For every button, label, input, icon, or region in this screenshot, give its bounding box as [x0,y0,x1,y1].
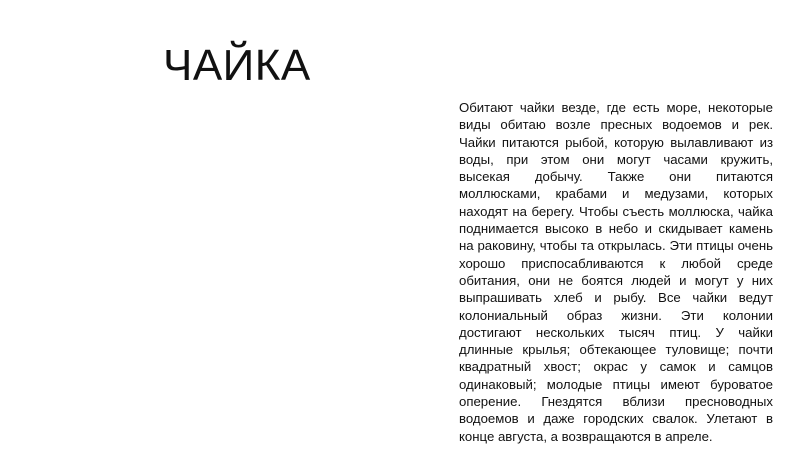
slide-title: ЧАЙКА [163,41,311,90]
slide-body-text: Обитают чайки везде, где есть море, некоторые виды обитаю возле пресных водоемов и рек. Чайки питаются рыбой, которую вылавливают из воды, при этом они могут часами кружить, высекая добычу. Также они питаются моллюсками, крабами и медузами, которых находят на берегу. Чтобы съесть моллюска, чайка поднимается высоко в небо и скидывает камень на раковину, чтобы та открылась. Эти птицы очень хорошо приспосабливаются к любой среде обитания, они не боятся людей и могут у них выпрашивать хлеб и рыбу. Все чайки ведут колониальный образ жизни. Эти колонии достигают нескольких тысяч птиц. У чайки длинные крылья; обтекающее туловище; почти квадратный хвост; окрас у самок и самцов одинаковый; молодые птицы имеют буроватое оперение. Гнездятся вблизи пресноводных водоемов и даже городских свалок. Улетают в конце августа, а возвращаются в апреле. [459,100,773,444]
